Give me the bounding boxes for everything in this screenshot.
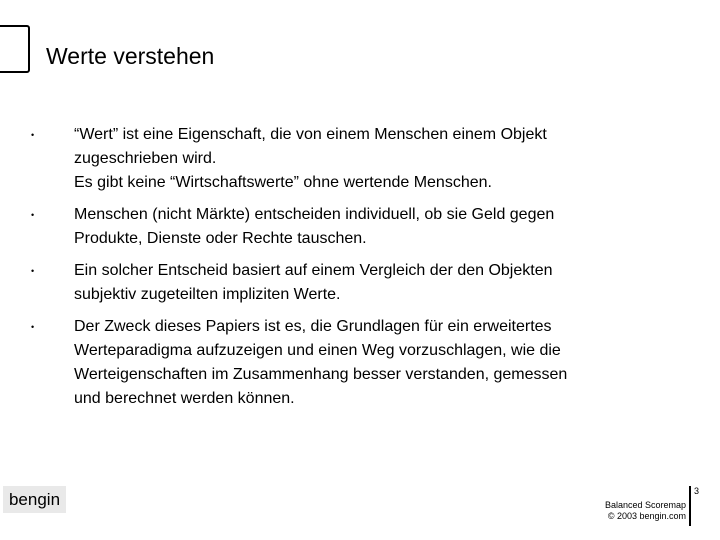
bullet-item: [31, 203, 674, 251]
bullet-icon: •: [31, 130, 35, 140]
page-number: 3: [694, 486, 700, 496]
footer-credit: [605, 500, 686, 522]
bullet-text-line: Werteparadigma aufzuzeigen und einen Weg vorzuschlagen, wie die: [74, 342, 561, 359]
bullet-text-line: Ein solcher Entscheid basiert auf einem Vergleich der den Objekten: [74, 262, 553, 279]
bullet-list: [31, 123, 674, 419]
bullet-text-line: subjektiv zugeteilten impliziten Werte.: [74, 286, 341, 303]
footer-product-name: Balanced Scoremap: [604, 500, 686, 510]
bullet-text-line: Es gibt keine “Wirtschaftswerte” ohne wertende Menschen.: [74, 174, 492, 191]
footer-divider: [689, 486, 691, 526]
bullet-text-line: Der Zweck dieses Papiers ist es, die Grundlagen für ein erweitertes: [74, 318, 552, 335]
bullet-text-line: Produkte, Dienste oder Rechte tauschen.: [74, 230, 367, 247]
bullet-item: [31, 259, 674, 307]
bengin-logo: bengin: [3, 486, 66, 513]
slide-title: Werte verstehen: [46, 43, 215, 69]
bullet-icon: •: [31, 210, 35, 220]
bullet-text-line: Menschen (nicht Märkte) entscheiden individuell, ob sie Geld gegen: [74, 206, 555, 223]
bullet-icon: •: [31, 322, 35, 332]
bullet-icon: •: [31, 266, 35, 276]
decorative-corner-box: [0, 25, 30, 73]
bullet-item: [31, 315, 674, 411]
footer-copyright: © 2003 bengin.com: [607, 511, 686, 521]
bullet-text-line: und berechnet werden können.: [74, 390, 295, 407]
bullet-text-line: zugeschrieben wird.: [74, 150, 217, 167]
bullet-text-line: Werteigenschaften im Zusammenhang besser verstanden, gemessen: [74, 366, 568, 383]
bullet-item: [31, 123, 674, 195]
bullet-text-line: “Wert” ist eine Eigenschaft, die von einem Menschen einem Objekt: [74, 126, 547, 143]
